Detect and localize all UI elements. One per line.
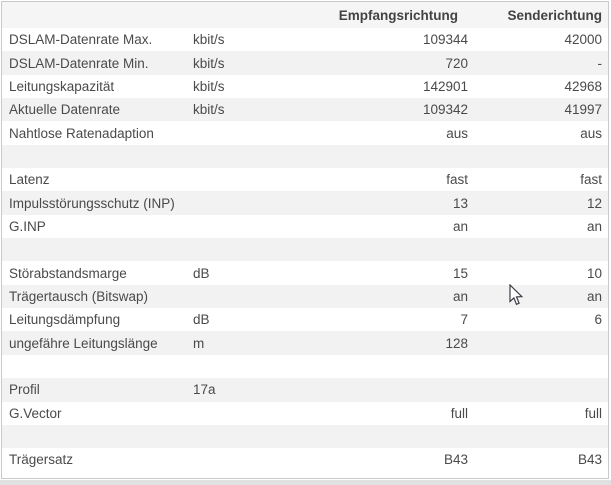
row-unit bbox=[187, 215, 277, 238]
row-label: Profil bbox=[2, 378, 187, 401]
row-tx-value: B43 bbox=[577, 452, 602, 468]
row-unit: kbit/s bbox=[193, 78, 225, 94]
row-label: Impulsstörungsschutz (INP) bbox=[2, 191, 187, 214]
table-row bbox=[2, 331, 608, 354]
table-row-spacer bbox=[2, 238, 608, 261]
row-label bbox=[2, 425, 187, 448]
row-label: Leitungsdämpfung bbox=[9, 312, 121, 328]
table-row-spacer bbox=[2, 425, 608, 448]
row-rx-value: 142901 bbox=[422, 78, 468, 94]
row-label: G.INP bbox=[9, 218, 46, 234]
table-row bbox=[2, 285, 608, 308]
row-tx-value: 12 bbox=[474, 191, 608, 214]
table-row-spacer bbox=[2, 145, 608, 168]
row-label: Störabstandsmarge bbox=[9, 265, 127, 281]
row-tx-value bbox=[474, 238, 608, 261]
row-tx-value bbox=[474, 378, 608, 401]
row-label: Trägersatz bbox=[9, 452, 74, 468]
header-senderichtung: Senderichtung bbox=[474, 2, 608, 28]
table-row bbox=[2, 261, 608, 284]
dsl-info-panel bbox=[1, 1, 609, 479]
row-rx-value: an bbox=[452, 218, 468, 234]
row-rx-value: 13 bbox=[277, 191, 474, 214]
row-unit: kbit/s bbox=[193, 32, 225, 48]
row-unit bbox=[187, 168, 277, 191]
row-label: DSLAM-Datenrate Min. bbox=[2, 51, 187, 74]
row-unit: kbit/s bbox=[187, 98, 277, 121]
row-rx-value: 720 bbox=[277, 51, 474, 74]
table-row bbox=[2, 448, 608, 471]
row-unit bbox=[187, 191, 277, 214]
row-tx-value bbox=[474, 145, 608, 168]
table-row bbox=[2, 191, 608, 214]
row-rx-value: fast bbox=[446, 172, 468, 188]
row-label: DSLAM-Datenrate Max. bbox=[9, 32, 153, 48]
table-row bbox=[2, 308, 608, 331]
row-tx-value: - bbox=[474, 51, 608, 74]
row-rx-value: 109342 bbox=[277, 98, 474, 121]
row-label: Trägertausch (Bitswap) bbox=[2, 285, 187, 308]
header-label-column bbox=[2, 2, 187, 28]
row-label: G.Vector bbox=[9, 405, 62, 421]
row-rx-value bbox=[277, 145, 474, 168]
row-tx-value: fast bbox=[580, 172, 602, 188]
row-rx-value: an bbox=[277, 285, 474, 308]
row-rx-value: full bbox=[450, 405, 468, 421]
row-unit bbox=[187, 425, 277, 448]
row-rx-value: aus bbox=[446, 125, 468, 141]
row-unit bbox=[187, 285, 277, 308]
row-tx-value: an bbox=[586, 218, 602, 234]
row-label bbox=[2, 238, 187, 261]
header-empfangsrichtung: Empfangsrichtung bbox=[277, 2, 474, 28]
table-row bbox=[2, 121, 608, 144]
row-unit: dB bbox=[193, 265, 210, 281]
row-tx-value: 6 bbox=[594, 312, 602, 328]
row-tx-value: an bbox=[474, 285, 608, 308]
row-tx-value: 42968 bbox=[564, 78, 602, 94]
row-rx-value: 128 bbox=[277, 331, 474, 354]
row-unit bbox=[187, 145, 277, 168]
row-unit: m bbox=[187, 331, 277, 354]
row-label: Leitungskapazität bbox=[9, 78, 115, 94]
row-rx-value bbox=[277, 355, 474, 378]
row-tx-value: full bbox=[584, 405, 602, 421]
row-tx-value bbox=[474, 331, 608, 354]
table-row bbox=[2, 402, 608, 425]
table-row bbox=[2, 168, 608, 191]
row-unit: kbit/s bbox=[187, 51, 277, 74]
row-tx-value: aus bbox=[580, 125, 602, 141]
row-label bbox=[2, 145, 187, 168]
row-tx-value bbox=[474, 425, 608, 448]
row-rx-value bbox=[277, 378, 474, 401]
table-row bbox=[2, 215, 608, 238]
table-row-spacer bbox=[2, 355, 608, 378]
row-unit bbox=[187, 355, 277, 378]
row-rx-value: 7 bbox=[460, 312, 468, 328]
table-row bbox=[2, 98, 608, 121]
row-tx-value: 10 bbox=[586, 265, 602, 281]
row-unit: dB bbox=[193, 312, 210, 328]
row-rx-value: 15 bbox=[452, 265, 468, 281]
dsl-info-table bbox=[2, 2, 608, 472]
table-row bbox=[2, 51, 608, 74]
row-label bbox=[2, 355, 187, 378]
page-bottom-strip bbox=[0, 480, 611, 485]
row-unit bbox=[187, 238, 277, 261]
row-tx-value: 41997 bbox=[474, 98, 608, 121]
row-label: Nahtlose Ratenadaption bbox=[9, 125, 154, 141]
row-rx-value bbox=[277, 425, 474, 448]
row-unit bbox=[187, 448, 277, 471]
row-tx-value bbox=[474, 355, 608, 378]
row-rx-value: B43 bbox=[443, 452, 468, 468]
table-row bbox=[2, 378, 608, 401]
row-unit: 17a bbox=[187, 378, 277, 401]
table-row bbox=[2, 75, 608, 98]
row-label: Aktuelle Datenrate bbox=[2, 98, 187, 121]
table-header-row bbox=[2, 2, 608, 28]
table-row bbox=[2, 28, 608, 51]
row-label: Latenz bbox=[9, 172, 50, 188]
row-unit bbox=[187, 121, 277, 144]
row-rx-value: 109344 bbox=[422, 32, 468, 48]
row-tx-value: 42000 bbox=[564, 32, 602, 48]
row-label: ungefähre Leitungslänge bbox=[2, 331, 187, 354]
header-unit-column bbox=[187, 2, 277, 28]
row-rx-value bbox=[277, 238, 474, 261]
row-unit bbox=[187, 402, 277, 425]
